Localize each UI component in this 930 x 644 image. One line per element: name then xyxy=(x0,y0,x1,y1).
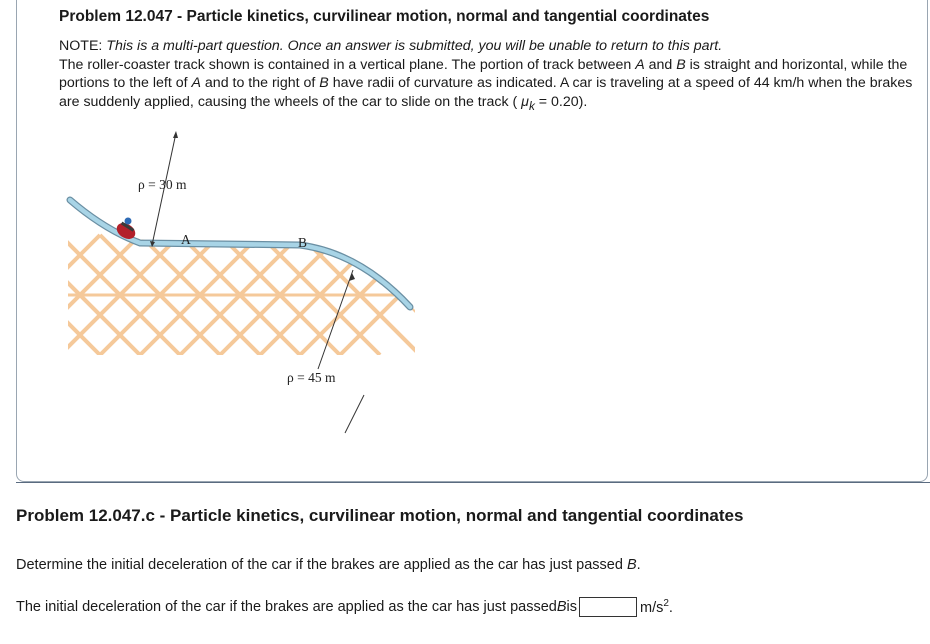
var-b: B xyxy=(676,56,686,73)
problem-title: Problem 12.047 - Particle kinetics, curvilinear motion, normal and tangential coordinates xyxy=(59,8,710,25)
answer-row xyxy=(16,597,673,617)
answer-label: is xyxy=(566,599,577,615)
var-b: B xyxy=(626,557,637,573)
var-a: A xyxy=(191,75,201,91)
var-a: A xyxy=(635,56,645,73)
unit-period: . xyxy=(668,599,673,616)
point-a-label: A xyxy=(181,232,191,247)
answer-label: The initial deceleration of the car if the brakes are applied as the car has just passed xyxy=(16,599,557,615)
description-text: and to the right of xyxy=(200,75,320,91)
unit-label xyxy=(640,598,673,616)
description-text: = 0.20). xyxy=(534,93,588,110)
description-text: The roller-coaster track shown is contained in a vertical plane. The portion of track between xyxy=(59,56,636,73)
unit-base: m/s xyxy=(640,599,664,616)
description-text: is straight and horizontal, while the portions to the left of xyxy=(59,56,908,91)
point-b-label: B xyxy=(298,235,308,250)
var-b: B xyxy=(319,75,329,91)
track-diagram xyxy=(60,125,420,445)
rho-left-label: ρ = 30 m xyxy=(138,177,187,192)
roller-coaster-figure xyxy=(60,125,420,445)
mu-symbol: μ xyxy=(521,93,529,110)
description-text: have radii of curvature as indicated. A car is traveling at a speed of 44 km/h when the brakes are suddenly applied, causing the wheels of the car to slide on the track ( xyxy=(59,75,913,110)
deceleration-input[interactable] xyxy=(579,597,637,617)
support-lattice xyxy=(60,235,420,355)
rho-right-label: ρ = 45 m xyxy=(287,370,336,385)
unit-exponent: 2 xyxy=(663,598,669,610)
part-c-question xyxy=(16,557,641,573)
note-label: NOTE: xyxy=(59,38,107,54)
description-text: and xyxy=(644,56,677,73)
question-text: Determine the initial deceleration of the car if the brakes are applied as the car has just passed xyxy=(16,557,627,573)
note-text: This is a multi-part question. Once an answer is submitted, you will be unable to return to this part. xyxy=(106,38,723,54)
question-text: . xyxy=(636,557,641,573)
mu-subscript: k xyxy=(528,98,535,113)
card-divider xyxy=(16,482,930,483)
problem-statement xyxy=(59,37,919,115)
var-b: B xyxy=(556,599,567,615)
part-c-title: Problem 12.047.c - Particle kinetics, curvilinear motion, normal and tangential coordinates xyxy=(16,506,744,525)
